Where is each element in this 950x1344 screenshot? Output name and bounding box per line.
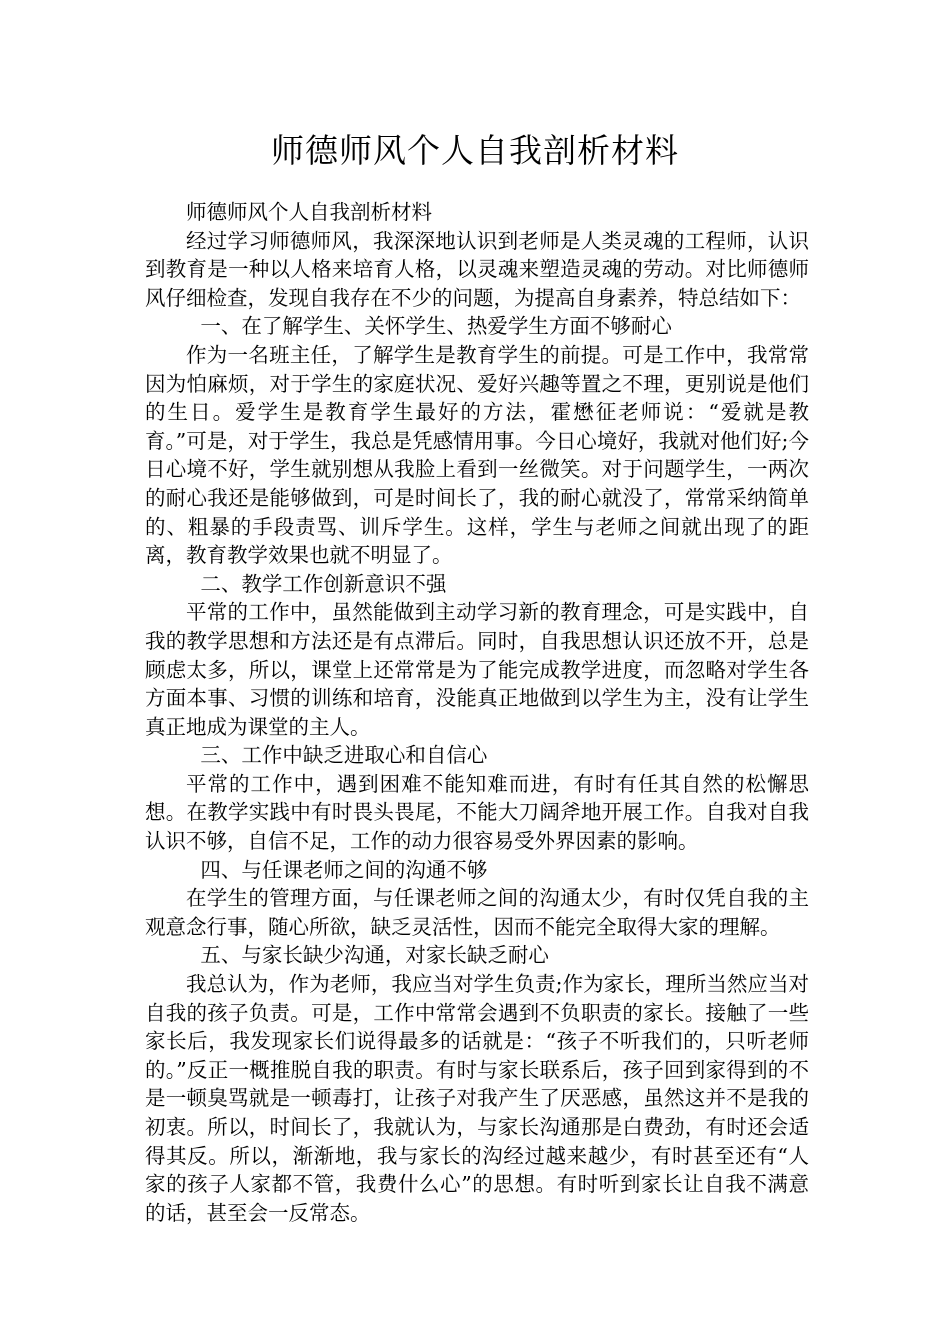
section-body-4: 在学生的管理方面，与任课老师之间的沟通太少，有时仅凭自我的主观意念行事，随心所欲，缺乏灵活性，因而不能完全取得大家的理解。	[145, 886, 809, 939]
section-body-1: 作为一名班主任，了解学生是教育学生的前提。可是工作中，我常常因为怕麻烦，对于学生的家庭状况、爱好兴趣等置之不理，更别说是他们的生日。爱学生是教育学生最好的方法，霍懋征老师说：“爱就是教育。”可是，对于学生，我总是凭感情用事。今日心境好，我就对他们好;今日心境不好，学生就别想从我脸上看到一丝微笑。对于问题学生，一两次的耐心我还是能够做到，可是时间长了，我的耐心就没了，常常采纳简单的、粗暴的手段责骂、训斥学生。这样，学生与老师之间就出现了的距离，教育教学效果也就不明显了。	[145, 342, 809, 568]
document-title: 师德师风个人自我剖析材料	[271, 131, 679, 170]
section-heading-4: 四、与任课老师之间的沟通不够	[200, 857, 488, 882]
section-body-3: 平常的工作中，遇到困难不能知难而进，有时有任其自然的松懈思想。在教学实践中有时畏头畏尾，不能大刀阔斧地开展工作。自我对自我认识不够，自信不足，工作的动力很容易受外界因素的影响。	[145, 771, 809, 854]
section-heading-1: 一、在了解学生、关怀学生、热爱学生方面不够耐心	[200, 314, 672, 339]
section-heading-3: 三、工作中缺乏进取心和自信心	[200, 743, 488, 768]
section-body-5: 我总认为，作为老师，我应当对学生负责;作为家长，理所当然应当对自我的孩子负责。可是，工作中常常会遇到不负职责的家长。接触了一些家长后，我发现家长们说得最多的话就是：“孩子不听我们的，只听老师的。”反正一概推脱自我的职责。有时与家长联系后，孩子回到家得到的不是一顿臭骂就是一顿毒打，让孩子对我产生了厌恶感，虽然这并不是我的初衷。所以，时间长了，我就认为，与家长沟通那是白费劲，有时还会适得其反。所以，渐渐地，我与家长的沟经过越来越少，有时甚至还有“人家的孩子人家都不管，我费什么心”的思想。有时听到家长让自我不满意的话，甚至会一反常态。	[145, 972, 809, 1225]
section-heading-5: 五、与家长缺少沟通，对家长缺乏耐心	[200, 943, 549, 968]
paragraph-subtitle: 师德师风个人自我剖析材料	[186, 200, 432, 224]
paragraph-intro: 经过学习师德师风，我深深地认识到老师是人类灵魂的工程师，认识到教育是一种以人格来培育人格，以灵魂来塑造灵魂的劳动。对比师德师风仔细检查，发现自我存在不少的问题，为提高自身素养，特总结如下：	[145, 228, 809, 310]
section-heading-2: 二、教学工作创新意识不强	[200, 571, 447, 596]
section-body-2: 平常的工作中，虽然能做到主动学习新的教育理念，可是实践中，自我的教学思想和方法还是有点滞后。同时，自我思想认识还放不开，总是顾虑太多，所以，课堂上还常常是为了能完成教学进度，而忽略对学生各方面本事、习惯的训练和培育，没能真正地做到以学生为主，没有让学生真正地成为课堂的主人。	[145, 600, 809, 739]
document-body	[145, 198, 809, 1227]
